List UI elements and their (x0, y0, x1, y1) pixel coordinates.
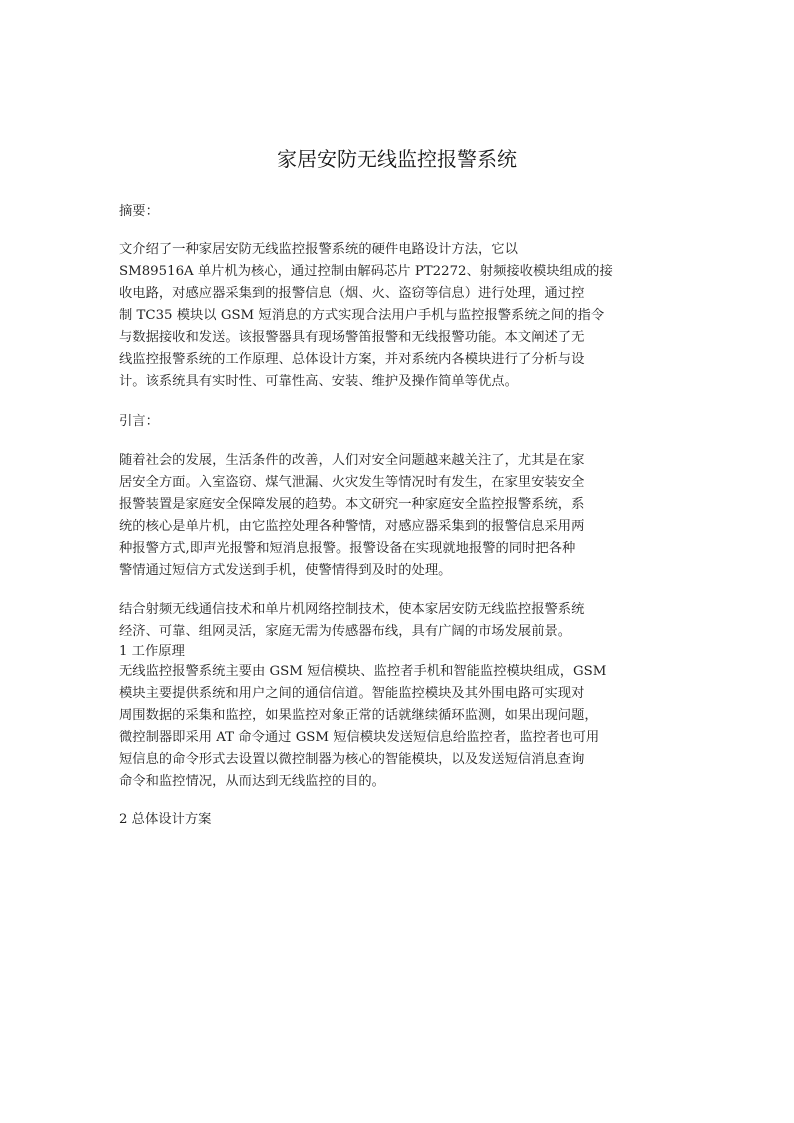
abstract-line: 计。该系统具有实时性、可靠性高、安装、维护及操作简单等优点。 (119, 374, 518, 389)
section1-line: 短信息的命令形式去设置以微控制器为核心的智能模块，以及发送短信消息查询 (119, 752, 585, 767)
intro-heading: 引言： (119, 414, 159, 429)
combo-line: 经济、可靠、组网灵活，家庭无需为传感器布线，具有广阔的市场发展前景。 (119, 624, 572, 639)
section1-line: 无线监控报警系统主要由 GSM 短信模块、监控者手机和智能监控模块组成，GSM (119, 664, 607, 679)
combo-line: 结合射频无线通信技术和单片机网络控制技术，使本家居安防无线监控报警系统 (119, 602, 585, 617)
abstract-line: 文介绍了一种家居安防无线监控报警系统的硬件电路设计方法，它以 (119, 242, 518, 257)
intro-line: 种报警方式,即声光报警和短消息报警。报警设备在实现就地报警的同时把各种 (119, 541, 576, 556)
section1-line: 模块主要提供系统和用户之间的通信信道。智能监控模块及其外围电路可实现对 (119, 686, 585, 701)
intro-line: 居安全方面。入室盗窃、煤气泄漏、火灾发生等情况时有发生，在家里安装安全 (119, 475, 585, 490)
section1-line: 微控制器即采用 AT 命令通过 GSM 短信模块发送短信息给监控者，监控者也可用 (119, 730, 600, 745)
section2-heading: 2 总体设计方案 (119, 812, 212, 827)
intro-line: 报警装置是家庭安全保障发展的趋势。本文研究一种家庭安全监控报警系统，系 (119, 497, 585, 512)
intro-line: 随着社会的发展，生活条件的改善，人们对安全问题越来越关注了，尤其是在家 (119, 453, 585, 468)
intro-line: 警情通过短信方式发送到手机，使警情得到及时的处理。 (119, 563, 452, 578)
document-title: 家居安防无线监控报警系统 (277, 147, 517, 171)
abstract-line: 收电路，对感应器采集到的报警信息（烟、火、盗窃等信息）进行处理，通过控 (119, 286, 585, 301)
intro-line: 统的核心是单片机，由它监控处理各种警情，对感应器采集到的报警信息采用两 (119, 519, 585, 534)
section1-heading: 1 工作原理 (119, 644, 185, 659)
section1-line: 命令和监控情况，从而达到无线监控的目的。 (119, 774, 385, 789)
abstract-line: SM89516A 单片机为核心，通过控制由解码芯片 PT2272、射频接收模块组成的接 (119, 264, 613, 279)
abstract-heading: 摘要： (119, 204, 159, 219)
abstract-line: 与数据接收和发送。该报警器具有现场警笛报警和无线报警功能。本文阐述了无 (119, 330, 585, 345)
abstract-line: 线监控报警系统的工作原理、总体设计方案，并对系统内各模块进行了分析与设 (119, 352, 585, 367)
abstract-line: 制 TC35 模块以 GSM 短消息的方式实现合法用户手机与监控报警系统之间的指令 (119, 308, 605, 323)
section1-line: 周围数据的采集和监控，如果监控对象正常的话就继续循环监测，如果出现问题， (119, 708, 598, 723)
